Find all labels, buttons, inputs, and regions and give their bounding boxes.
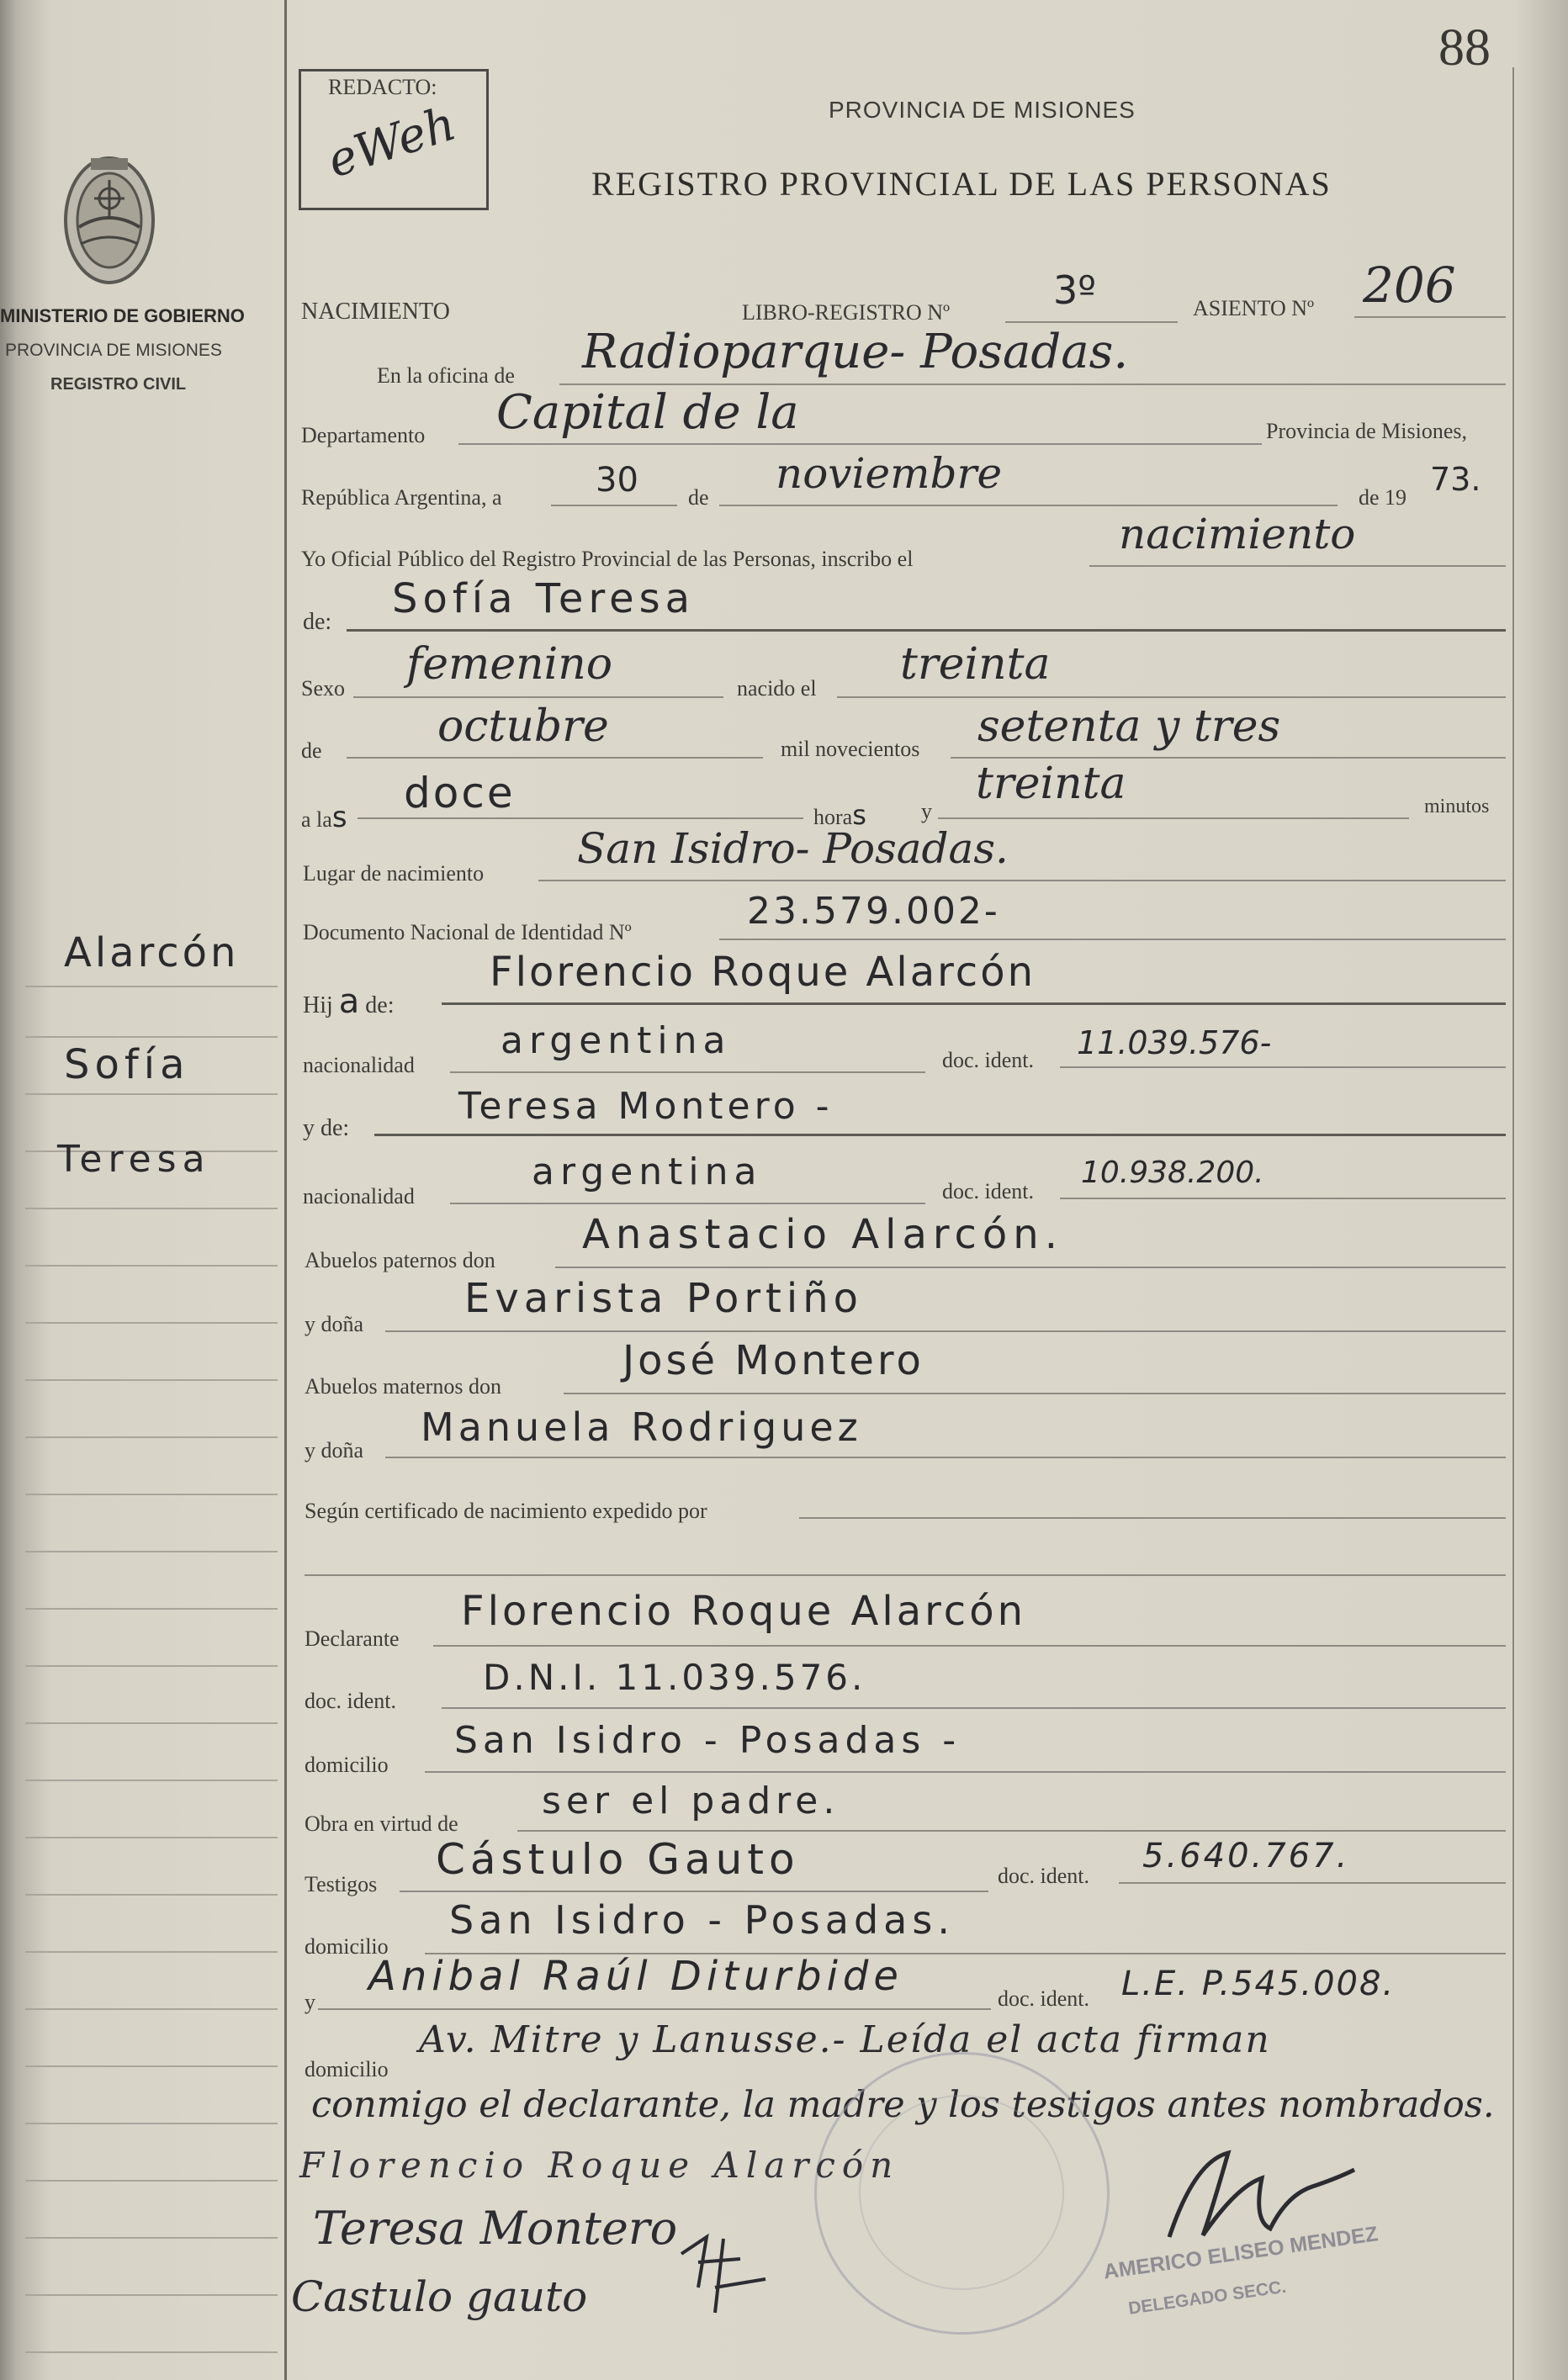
y-testigo-label: y <box>305 1990 315 2014</box>
republica-label: República Argentina, a <box>301 485 502 510</box>
madre-line <box>374 1134 1506 1136</box>
coat-of-arms-icon <box>61 150 158 289</box>
lugar-value: San Isidro- Posadas. <box>577 824 1009 873</box>
obra-label: Obra en virtud de <box>305 1811 458 1836</box>
documento-label: Documento Nacional de Identidad Nº <box>303 920 632 944</box>
de-colon-label: de: <box>303 609 332 635</box>
segun-label: Según certificado de nacimiento expedido por <box>305 1499 707 1523</box>
de-mes-label: de <box>301 738 322 763</box>
declarante-line <box>433 1645 1506 1647</box>
hij-suffix: a <box>338 982 360 1021</box>
padre-doc-value: 11.039.576- <box>1077 1024 1272 1061</box>
ministry-line1: MINISTERIO DE GOBIERNO <box>0 305 245 326</box>
testigo1-dom-label: domicilio <box>305 1934 389 1959</box>
abuelos-maternos-label: Abuelos maternos don <box>305 1374 501 1399</box>
nacido-mes-line <box>347 757 763 759</box>
inscribe-line <box>1089 565 1506 567</box>
testigo2-value: Anibal Raúl Diturbide <box>368 1953 903 2000</box>
abuelo-paterno-line <box>555 1267 1506 1268</box>
nombre-line <box>347 629 1506 632</box>
y-de-label: y de: <box>303 1115 350 1141</box>
testigos-label: Testigos <box>305 1872 378 1896</box>
abuelo-materno-value: José Montero <box>622 1337 924 1384</box>
nacido-label: nacido el <box>737 676 817 701</box>
minutos-label: minutos <box>1424 796 1490 817</box>
sexo-value: femenino <box>406 639 613 690</box>
declarante-doc-value: D.N.I. 11.039.576. <box>483 1657 866 1698</box>
horas-label: horas <box>813 799 866 831</box>
de-label: de <box>688 485 709 510</box>
redacto-initials: eWeh <box>320 96 463 189</box>
segun-line2 <box>305 1574 1506 1576</box>
declarante-dom-value: San Isidro - Posadas - <box>454 1719 961 1762</box>
yo-oficial-label: Yo Oficial Público del Registro Provincial de las Personas, inscribo el <box>301 547 914 571</box>
madre-nac-line <box>450 1203 925 1204</box>
asiento-value: 206 <box>1363 257 1456 314</box>
lugar-line <box>538 880 1506 881</box>
sexo-line <box>353 696 723 698</box>
testigo1-doc-label: doc. ident. <box>998 1864 1090 1888</box>
declarante-label: Declarante <box>305 1626 400 1651</box>
redacto-label: REDACTO: <box>328 75 437 99</box>
departamento-label: Departamento <box>301 423 426 447</box>
departamento-line <box>458 443 1262 445</box>
oficina-value: Radioparque- Posadas. <box>582 325 1129 379</box>
margin-name1: Sofía <box>64 1041 190 1088</box>
a-las-label: a las <box>301 801 347 834</box>
testigo1-doc-value: 5.640.767. <box>1142 1837 1350 1875</box>
nacionalidad-label: nacionalidad <box>303 1053 415 1077</box>
signature-madre: Teresa Montero <box>313 2202 678 2255</box>
obra-value: ser el padre. <box>542 1780 840 1822</box>
abuelos-paternos-label: Abuelos paternos don <box>305 1248 495 1272</box>
nacimiento-heading: NACIMIENTO <box>301 299 450 325</box>
oficina-label: En la oficina de <box>377 363 515 388</box>
minutos-line <box>938 817 1409 819</box>
horas-suffix: s <box>852 799 866 831</box>
signature-testigo: Castulo gauto <box>291 2272 588 2321</box>
dia-line <box>551 505 677 506</box>
madre-doc-line <box>1060 1198 1506 1199</box>
official-role: DELEGADO SECC. <box>1127 2277 1288 2319</box>
dni-line <box>719 939 1506 940</box>
margin-name2: Teresa <box>57 1138 211 1181</box>
page-number: 88 <box>1438 19 1491 77</box>
ministry-line2: PROVINCIA DE MISIONES <box>5 341 222 360</box>
margin-rule <box>284 0 287 2380</box>
testigo2-line <box>318 2008 991 2010</box>
provincia-label: Provincia de Misiones, <box>1266 419 1468 443</box>
inscribe-value: nacimiento <box>1119 510 1356 558</box>
testigo1-value: Cástulo Gauto <box>436 1835 800 1884</box>
mes-line <box>719 505 1338 506</box>
hij-label: Hij a de: <box>303 982 395 1021</box>
abuela-paterna-line <box>385 1330 1506 1332</box>
hora-value: doce <box>404 769 516 817</box>
testigo1-line <box>400 1891 988 1892</box>
libro-label: LIBRO-REGISTRO Nº <box>742 300 951 325</box>
sexo-label: Sexo <box>301 676 345 701</box>
hora-line <box>358 817 803 819</box>
departamento-value: Capital de la <box>496 385 799 440</box>
segun-line1 <box>799 1517 1506 1519</box>
minutos-value: treinta <box>976 759 1126 809</box>
abuela-materna-value: Manuela Rodriguez <box>421 1404 862 1450</box>
nacido-line <box>837 696 1506 698</box>
declarante-doc-label: doc. ident. <box>305 1689 397 1713</box>
padre-nac-value: argentina <box>501 1019 732 1062</box>
padre-doc-line <box>1060 1066 1506 1068</box>
declarante-value: Florencio Roque Alarcón <box>461 1588 1026 1635</box>
abuelo-paterno-value: Anastacio Alarcón. <box>582 1211 1063 1258</box>
mes-value: noviembre <box>776 449 1003 498</box>
de19-label: de 19 <box>1359 485 1407 510</box>
header-province: PROVINCIA DE MISIONES <box>829 97 1136 123</box>
abuelo-materno-line <box>564 1393 1506 1394</box>
madre-value: Teresa Montero - <box>458 1085 834 1128</box>
dia-value: 30 <box>596 461 638 500</box>
abuela-materna-line <box>385 1457 1506 1458</box>
testigo2-dom-value: Av. Mitre y Lanusse.- Leída el acta firman <box>419 2018 1271 2061</box>
declarante-doc-line <box>442 1707 1506 1709</box>
libro-value: 3º <box>1053 267 1096 313</box>
y-dona-paterna-label: y doña <box>305 1312 364 1336</box>
y-dona-materna-label: y doña <box>305 1438 364 1462</box>
abuela-paterna-value: Evarista Portiño <box>464 1275 863 1322</box>
mil-novecientos-label: mil novecientos <box>781 737 920 761</box>
asiento-label: ASIENTO Nº <box>1193 296 1315 320</box>
a-las-suffix: s <box>331 801 347 834</box>
nacionalidad-madre-label: nacionalidad <box>303 1184 415 1209</box>
page-title: REGISTRO PROVINCIAL DE LAS PERSONAS <box>591 165 1332 203</box>
testigo1-dom-value: San Isidro - Posadas. <box>449 1897 955 1943</box>
obra-line <box>517 1830 1506 1832</box>
signature-declarante: Florencio Roque Alarcón <box>299 2145 900 2186</box>
padre-line <box>442 1002 1506 1005</box>
testigo2-doc-value: L.E. P.545.008. <box>1121 1965 1396 2003</box>
nacido-dia-value: treinta <box>900 639 1051 690</box>
declarante-dom-line <box>425 1771 1506 1773</box>
madre-doc-label: doc. ident. <box>942 1179 1035 1203</box>
declarante-dom-label: domicilio <box>305 1753 389 1777</box>
margin-surname: Alarcón <box>64 929 240 976</box>
right-rule <box>1512 67 1514 2380</box>
signature-testigo2-icon <box>673 2229 774 2321</box>
y-label: y <box>921 799 932 823</box>
testigo2-doc-label: doc. ident. <box>998 1986 1090 2011</box>
madre-nac-value: argentina <box>532 1150 763 1193</box>
testigo2-dom-label: domicilio <box>305 2057 389 2081</box>
ministry-line3: REGISTRO CIVIL <box>50 375 187 394</box>
nacido-mes-value: octubre <box>437 701 609 752</box>
lugar-label: Lugar de nacimiento <box>303 861 485 886</box>
nacido-anio-value: setenta y tres <box>977 701 1281 752</box>
padre-doc-label: doc. ident. <box>942 1048 1035 1072</box>
redacto-box <box>299 69 489 210</box>
madre-doc-value: 10.938.200. <box>1081 1156 1264 1190</box>
dni-value: 23.579.002- <box>747 890 1000 933</box>
asiento-line <box>1354 316 1506 318</box>
anio-value: 73. <box>1430 461 1481 498</box>
official-name: AMERICO ELISEO MENDEZ <box>1102 2222 1380 2284</box>
padre-value: Florencio Roque Alarcón <box>490 949 1036 996</box>
nombre-value: Sofía Teresa <box>392 575 696 622</box>
cierre-text: conmigo el declarante, la madre y los testigos antes nombrados. <box>311 2084 1495 2126</box>
testigo1-doc-line <box>1119 1882 1506 1884</box>
padre-nac-line <box>450 1071 925 1073</box>
official-seal <box>814 2052 1110 2335</box>
libro-line <box>1005 321 1178 323</box>
